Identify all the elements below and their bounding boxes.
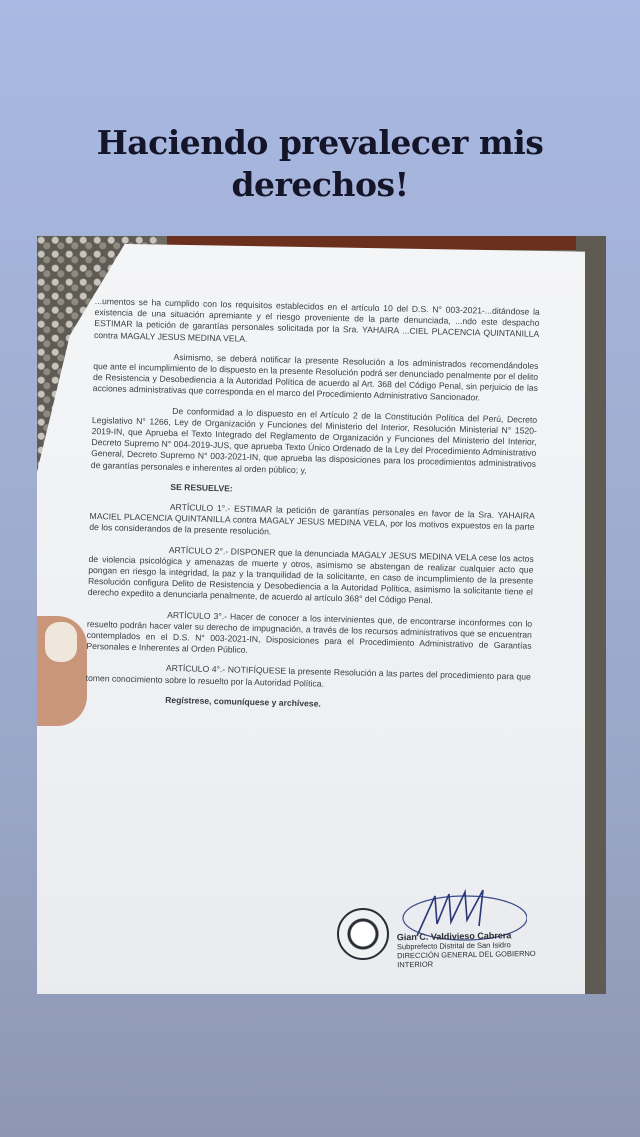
signatory-title: Subprefecto Distrital de San Isidro [396,940,511,952]
official-seal-icon [337,908,389,960]
signatory-block [397,931,548,970]
headline-line-1: Haciendo prevalecer mis [96,123,544,162]
article-3: ARTÍCULO 3°.- Hacer de conocer a los intervinientes que, de encontrarse inconformes con lo resuelto podrán hacer valer su derecho de impugnación, a través de los recursos administrativos que se encuentran contemplados en el D.S. N° 003-2021-IN, Disposiciones para el Procedimiento Administrativo de Garantías Personales e Inherentes al Orden Público. [86,609,533,656]
paragraph-conformidad: De conformidad a lo dispuesto en el Artículo 2 de la Constitución Política del Perú, Decreto Legislativo N° 1266, Ley de Organización y Funciones del Ministerio del Interior, Resolución Ministerial N° 1520-2019-IN, que Aprueba el Texto Integrado del Reglamento de Organización y Funciones del Ministerio del Interior, Decreto Supremo N° 004-2019-JUS, que aprueba Texto Único Ordenado de la Ley del Procedimiento Administrativo General, Decreto Supremo N° 003-2021-IN, que aprueba las disposiciones para los procedimientos administrativos de garantías personales e inherentes al orden público; y, [90,405,538,475]
signatory-department: DIRECCIÓN GENERAL DEL GOBIERNO INTERIOR [397,948,536,970]
document-photo [37,236,606,994]
se-resuelve-heading: SE RESUELVE: [170,481,233,494]
paragraph-considerando: ...umentos se ha cumplido con los requisitos establecidos en el artículo 10 del D.S. N° 003-2021-...ditándose la existencia de una situación apremiante y el riesgo proveniente de la parte denunciada, ...ndo este despacho ESTIMAR la petición de garantías personales solicitada por la Sra. YAHAIRA ...CIEL PLACENCIA QUINTANILLA contra MAGALY JESUS MEDINA VELA. [93,296,540,344]
story-headline [0,122,640,206]
article-1: ARTÍCULO 1°.- ESTIMAR la petición de garantías personales en favor de la Sra. YAHAIRA MACIEL PLACENCIA QUINTANILLA contra MAGALY JESUS MEDINA VELA, por los motivos expuestos en la parte de los considerandos de la presente resolución. [89,501,535,537]
article-2: ARTÍCULO 2°.- DISPONER que la denunciada MAGALY JESUS MEDINA VELA cese los actos de violencia psicológica y amenazas de muerte y otros, asimismo se abstengan de realizar cualquier acto que pongan en riesgo la integridad, la paz y la tranquilidad de la solicitante, en caso de incumplimiento de la presente Resolución configura Delito de Resistencia y Desobediencia a la Autoridad Política, asimismo la solicitante tiene el derecho expedito a denunciarla penalmente, de acuerdo al artículo 368° del Código Penal. [87,544,534,606]
headline-line-2: derechos! [231,165,409,204]
article-4: ARTÍCULO 4°.- NOTIFÍQUESE la presente Resolución a las partes del procedimiento para que tomen conocimiento sobre lo resuelto por la Autoridad Política. [85,663,531,689]
thumb-nail [45,622,77,662]
paragraph-notificar: Asimismo, se deberá notificar la presente Resolución a los administrados recomendándoles que ante el incumplimiento de lo dispuesto en la presente Resolución podrá ser denunciado penalmente por el delito de Resistencia y Desobediencia a la Autoridad Política de acuerdo al Art. 368 del Código Penal, sin perjuicio de las acciones administrativas que corresponda en el marco del Procedimiento Administrativo Sancionador. [92,351,539,403]
resolution-text [85,296,540,724]
signatory-name: Gian C. Valdivieso Cabrera [396,930,512,943]
closing-line: Regístrese, comuníquese y archívese. [165,694,321,709]
